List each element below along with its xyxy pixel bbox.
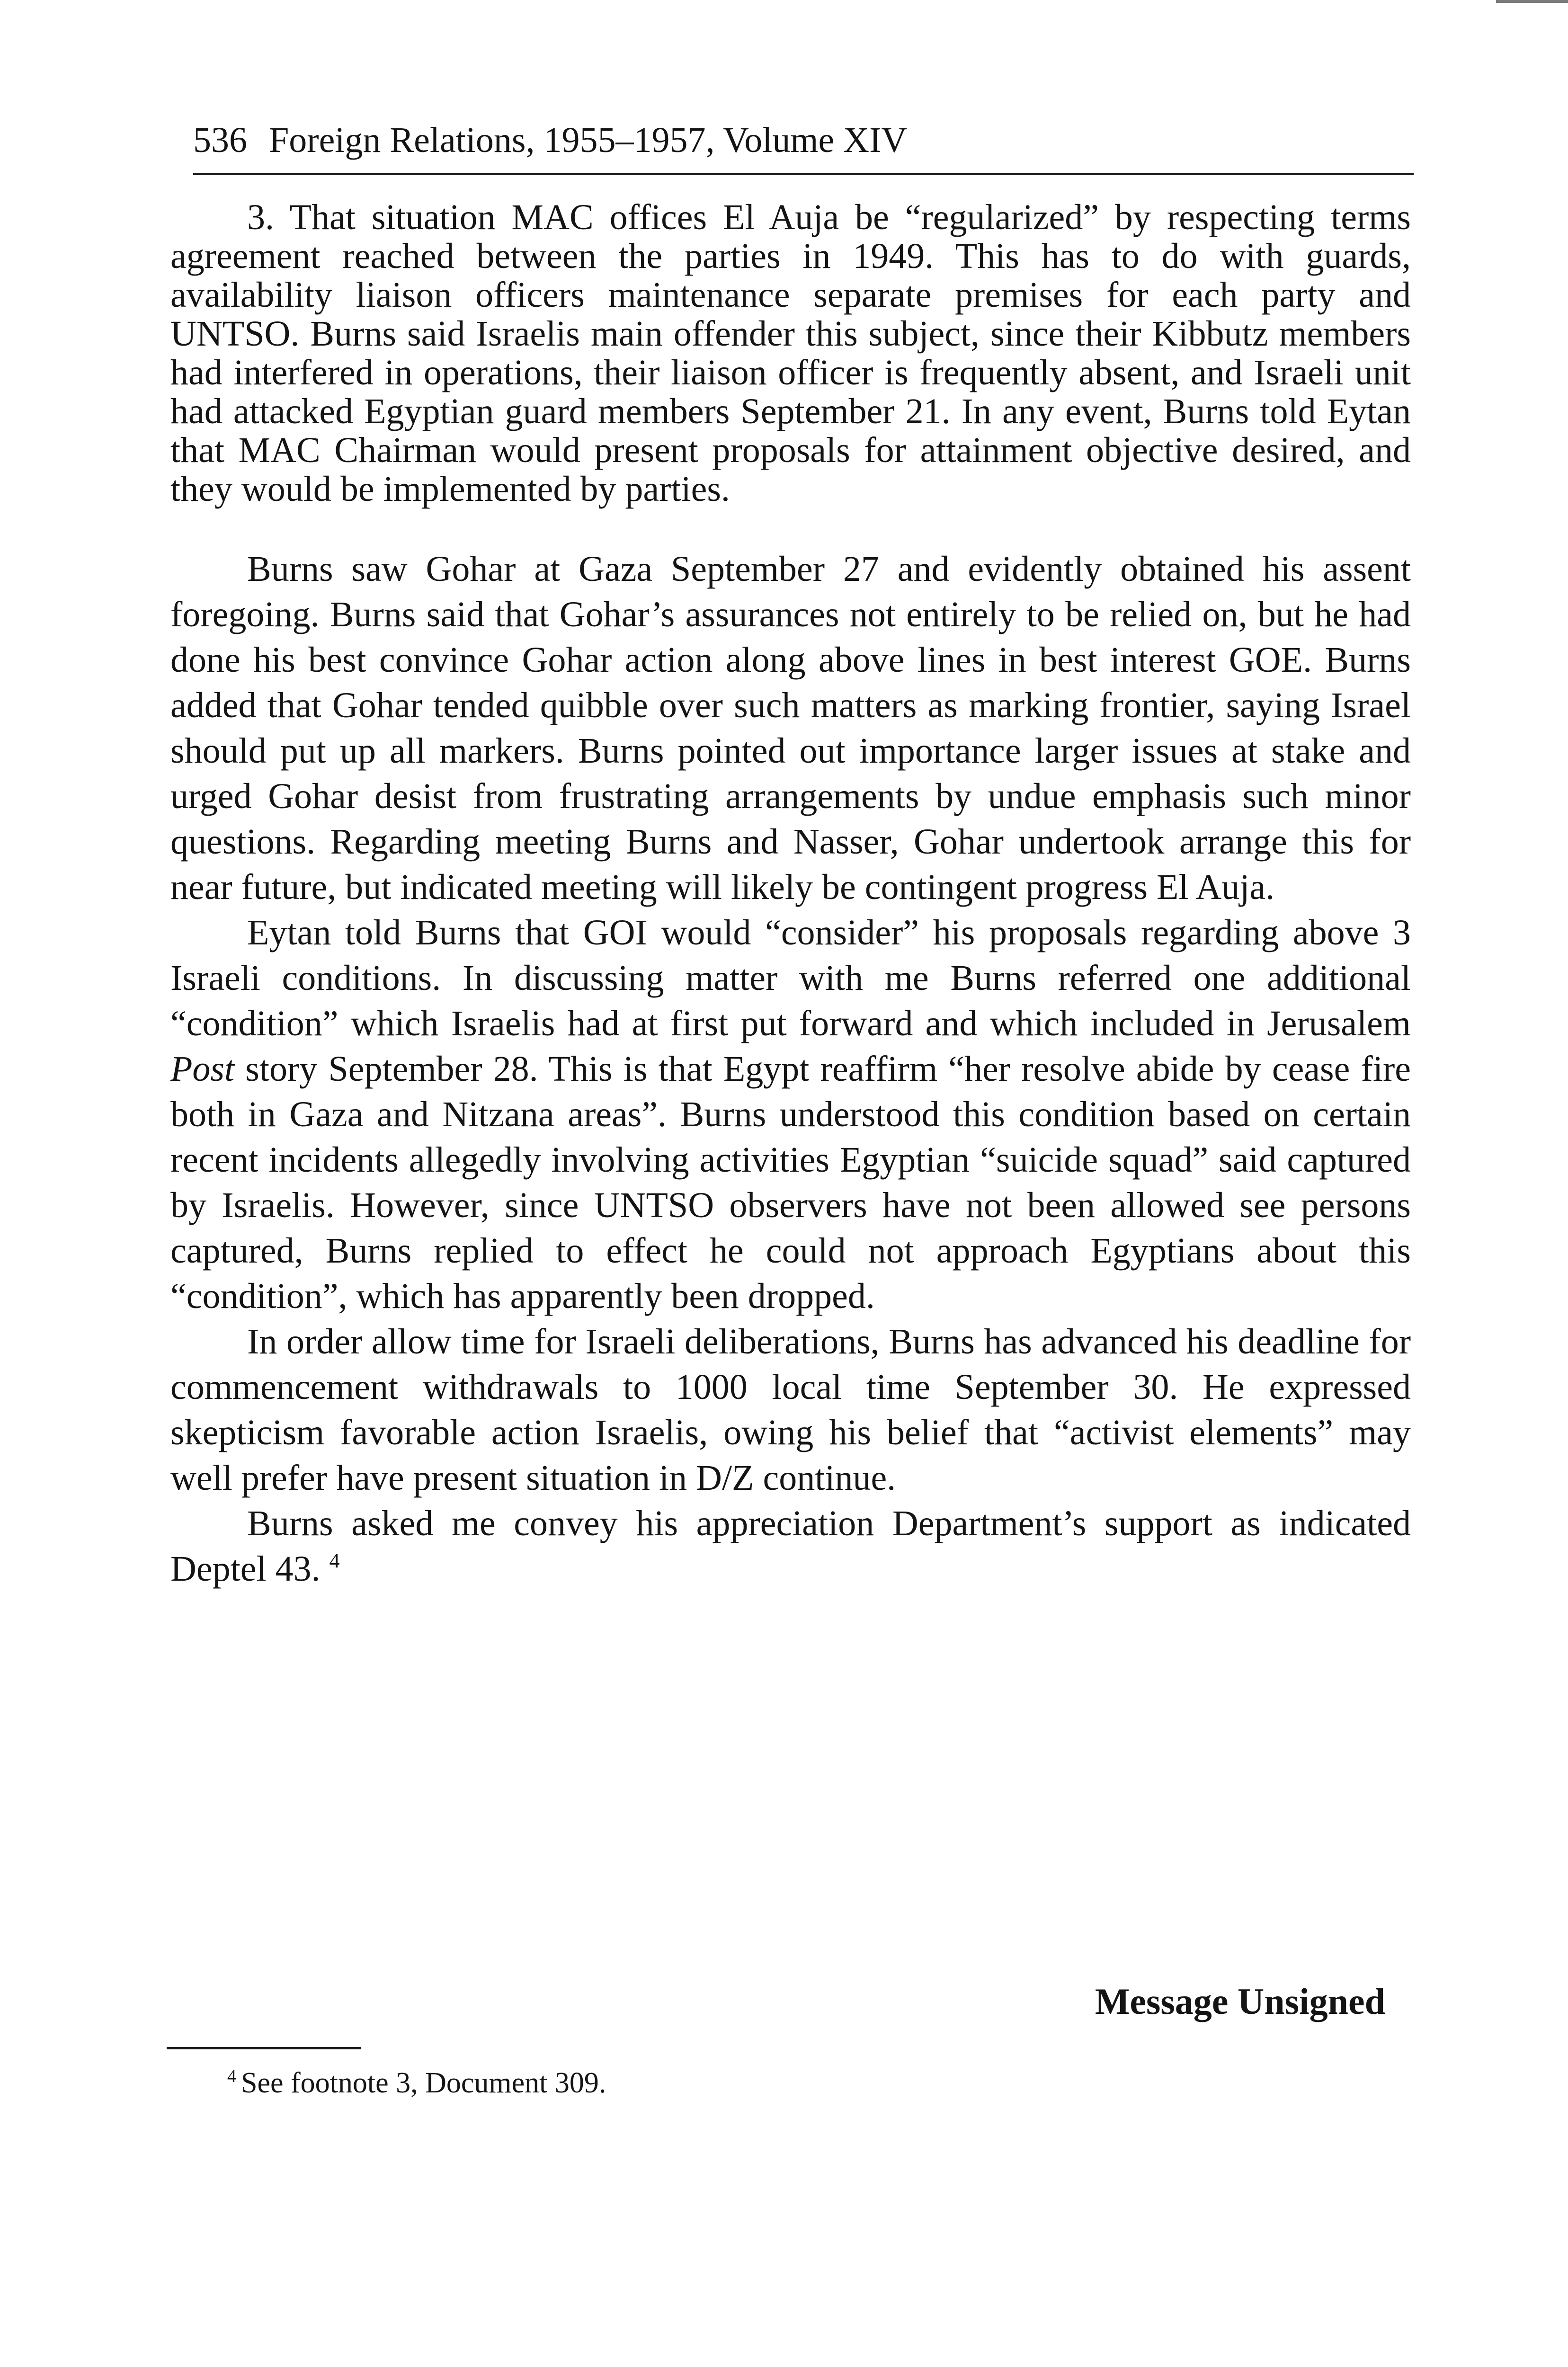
scan-edge-line xyxy=(1496,0,1568,3)
footnote-rule xyxy=(167,2047,361,2049)
footnote xyxy=(227,2064,937,2102)
paragraph-appreciation-text: Burns asked me convey his appreciation Department’s support as indicated Deptel 43. xyxy=(170,1504,1411,1589)
signature-line: Message Unsigned xyxy=(1095,1981,1385,2022)
paragraph-eytan-text-b: story September 28. This is that Egypt reaffirm “her resolve abide by cease fire both in Gaza and Nitzana areas”. Burns understood this condition based on certain recent incidents allegedly involving activities Egyptian “suicide squad” said captured by Israelis. However, since UNTSO observers have not been allowed see persons captured, Burns replied to effect he could not approach Egyptians about this “condition”, which has apparently been dropped. xyxy=(170,1049,1411,1316)
body-text xyxy=(170,198,1411,1592)
paragraph-appreciation xyxy=(170,1501,1411,1592)
paragraph-eytan-text-a: Eytan told Burns that GOI would “consider” his proposals regarding above 3 Israeli conditions. In discussing matter with me Burns referred one additional “condition” which Israelis had at first put forward and which included in Jerusalem xyxy=(170,913,1411,1043)
footnote-marker: 4 xyxy=(227,2066,236,2086)
paragraph-gohar-meeting: Burns saw Gohar at Gaza September 27 and evidently obtained his assent foregoing. Burns said that Gohar’s assurances not entirely to be relied on, but he had done his best convince Gohar action along above lines in best interest GOE. Burns added that Gohar tended quibble over such matters as marking frontier, saying Israel should put up all markers. Burns pointed out importance larger issues at stake and urged Gohar desist from frustrating arrangements by undue emphasis such minor questions. Regarding meeting Burns and Nasser, Gohar undertook arrange this for near future, but indicated meeting will likely be contingent progress El Auja. xyxy=(170,549,1411,907)
footnote-reference: 4 xyxy=(329,1549,340,1572)
volume-title: Foreign Relations, 1955–1957, Volume XIV xyxy=(269,120,908,160)
page-number: 536 xyxy=(193,120,247,160)
running-head xyxy=(193,117,1413,174)
header-rule xyxy=(193,173,1414,175)
paragraph-condition-3: 3. That situation MAC offices El Auja be “regularized” by respecting terms agreement reached between the parties in 1949. This has to do with guards, availability liaison officers maintenance separate premises for each party and UNTSO. Burns said Israelis main offender this subject, since their Kibbutz members had interfered in operations, their liaison officer is frequently absent, and Israeli unit had attacked Egyptian guard members September 21. In any event, Burns told Eytan that MAC Chairman would present proposals for attainment objective desired, and they would be implemented by parties. xyxy=(170,197,1411,509)
paragraph-deadline: In order allow time for Israeli deliberations, Burns has advanced his deadline for commencement withdrawals to 1000 local time September 30. He expressed skepticism favorable action Israelis, owing his belief that “activist elements” may well prefer have present situation in D/Z continue. xyxy=(170,1322,1411,1498)
jerusalem-post-title: Post xyxy=(170,1049,235,1089)
footnote-text: See footnote 3, Document 309. xyxy=(241,2067,606,2099)
paragraph-eytan-response xyxy=(170,910,1411,1319)
